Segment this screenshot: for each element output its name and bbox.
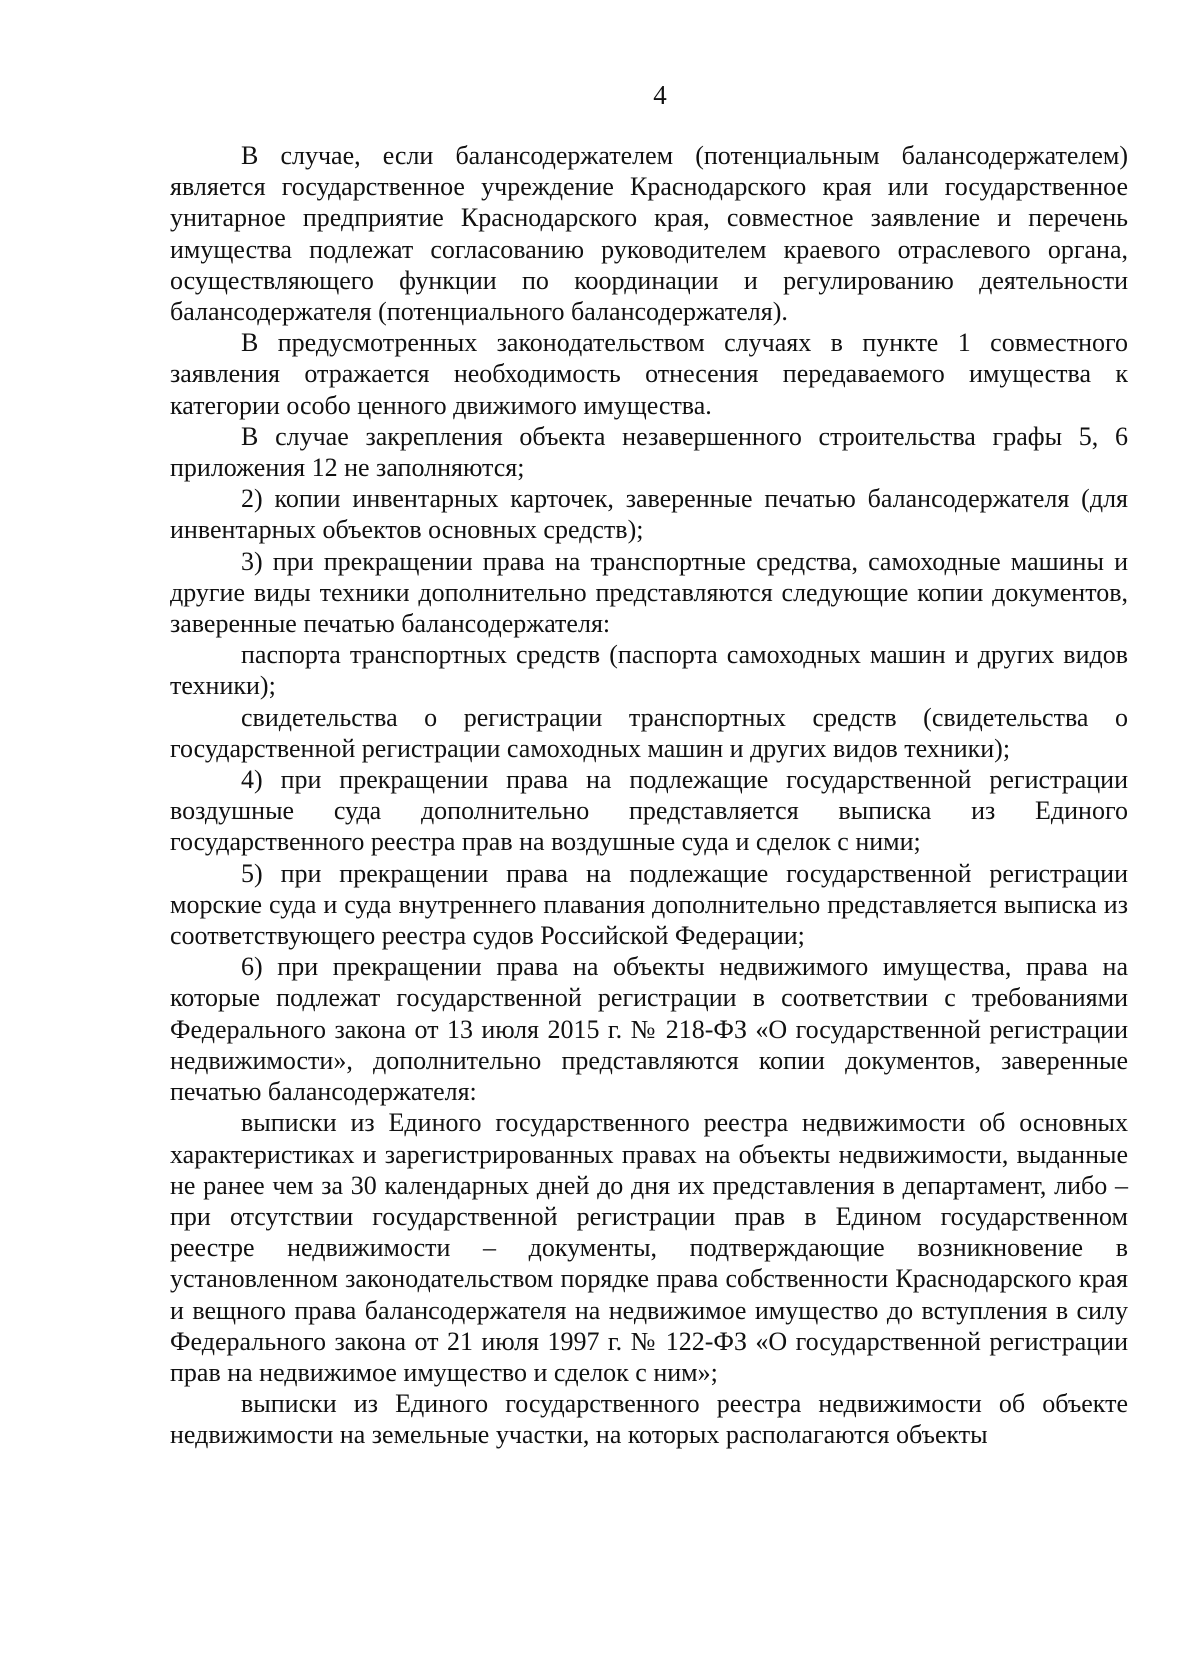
- paragraph: 3) при прекращении права на транспортные средства, самоходные машины и другие виды техники дополнительно представляются следующие копии документов, заверенные печатью балансодержателя:: [170, 546, 1128, 639]
- paragraph: В предусмотренных законодательством случаях в пункте 1 совместного заявления отражается необходимость отнесения передаваемого имущества к категории особо ценного движимого имущества.: [170, 328, 1128, 420]
- paragraph: 4) при прекращении права на подлежащие государственной регистрации воздушные суда дополнительно представляется выписка из Единого государственного реестра прав на воздушные суда и сделок с ними;: [170, 765, 1128, 857]
- paragraph: 6) при прекращении права на объекты недвижимого имущества, права на которые подлежат государственной регистрации в соответствии с требованиями Федерального закона от 13 июля 2015 г. № 218-ФЗ «О государственной регистрации недвижимости», дополнительно представляются копии документов, заверенные печатью балансодержателя:: [170, 952, 1128, 1107]
- paragraph: В случае, если балансодержателем (потенциальным балансодержателем) является государственное учреждение Краснодарского края или государственное унитарное предприятие Краснодарского края, совместное заявление и перечень имущества подлежат согласованию руководителем краевого отраслевого органа, осуществляющего функции по координации и регулированию деятельности балансодержателя (потенциального балансодержателя).: [170, 141, 1128, 327]
- paragraph: паспорта транспортных средств (паспорта самоходных машин и других видов техники);: [170, 640, 1128, 701]
- paragraph: 2) копии инвентарных карточек, заверенные печатью балансодержателя (для инвентарных объектов основных средств);: [170, 484, 1128, 545]
- paragraph: выписки из Единого государственного реестра недвижимости об основных характеристиках и зарегистрированных правах на объекты недвижимости, выданные не ранее чем за 30 календарных дней до дня их представления в департамент, либо – при отсутствии государственной регистрации прав в Едином государственном реестре недвижимости – документы, подтверждающие возникновение в установленном законодательством порядке права собственности Краснодарского края и вещного права балансодержателя на недвижимое имущество до вступления в силу Федерального закона от 21 июля 1997 г. № 122-ФЗ «О государственной регистрации прав на недвижимое имущество и сделок с ним»;: [170, 1108, 1128, 1387]
- paragraph: В случае закрепления объекта незавершенного строительства графы 5, 6 приложения 12 не заполняются;: [170, 421, 1128, 483]
- paragraph: выписки из Единого государственного реестра недвижимости об объекте недвижимости на земельные участки, на которых располагаются объекты: [170, 1389, 1128, 1450]
- paragraph: свидетельства о регистрации транспортных средств (свидетельства о государственной регистрации самоходных машин и других видов техники);: [170, 702, 1128, 763]
- document-body: [170, 140, 1128, 1451]
- page-number: 4: [653, 80, 667, 110]
- paragraph: 5) при прекращении права на подлежащие государственной регистрации морские суда и суда внутреннего плавания дополнительно представляется выписка из соответствующего реестра судов Российской Федерации;: [170, 858, 1128, 951]
